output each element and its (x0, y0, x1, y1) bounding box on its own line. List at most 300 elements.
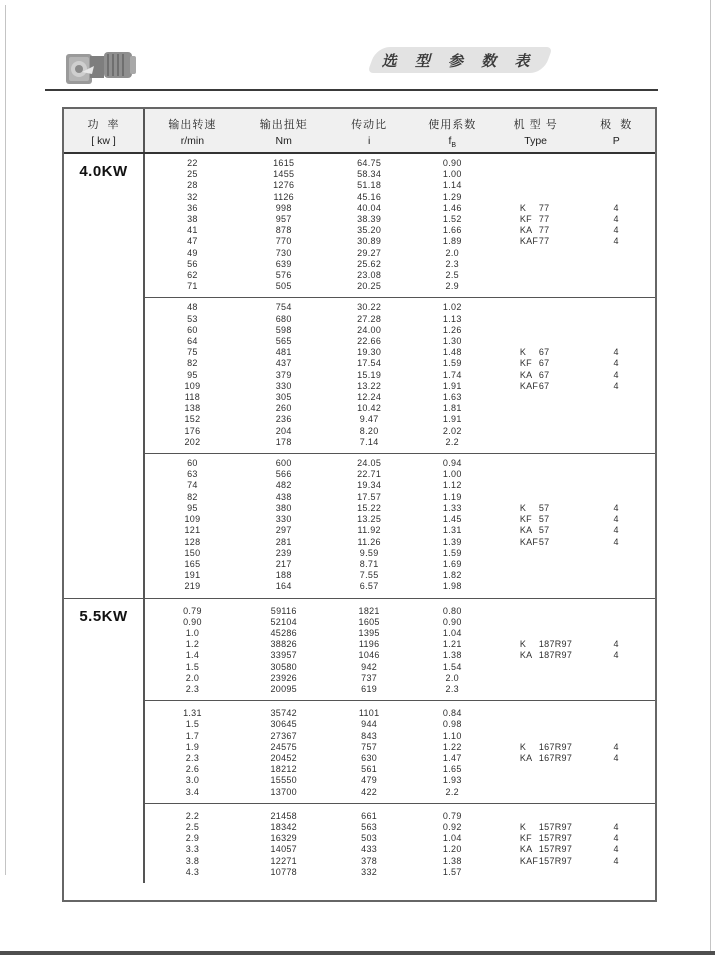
ratio-cell: 64.75 (357, 158, 382, 168)
poles-cell: 4 (613, 821, 619, 832)
poles-cell (577, 673, 655, 684)
speed-cell: 0.79 (183, 605, 202, 616)
poles-cell: 4 (613, 650, 619, 661)
type-series: K (519, 821, 527, 832)
ratio-block (145, 700, 655, 803)
poles-cell: 4 (613, 855, 619, 866)
torque-cell: 576 (275, 270, 292, 281)
torque-cell: 52104 (270, 616, 297, 627)
type-series: K (519, 347, 527, 358)
type-cell (494, 259, 578, 270)
ratio-block (145, 297, 655, 453)
speed-cell: 2.2 (185, 810, 200, 821)
torque-cell: 330 (275, 380, 292, 391)
type-series: KAF (519, 236, 539, 247)
speed-cell: 53 (187, 313, 198, 324)
ratio-cell: 8.71 (359, 558, 379, 569)
service-factor-cell: 0.94 (442, 458, 462, 469)
type-cell (494, 742, 578, 753)
torque-cell: 481 (275, 347, 292, 358)
torque-cell: 23926 (270, 672, 297, 683)
table-row (145, 867, 655, 878)
power-column (64, 154, 145, 598)
table-row (145, 169, 655, 180)
speed-cell: 2.0 (185, 672, 200, 683)
service-factor-cell: 1.22 (442, 741, 462, 752)
type-cell (494, 314, 578, 325)
table-row (145, 381, 655, 392)
torque-cell: 437 (275, 358, 292, 369)
torque-cell: 1455 (273, 169, 295, 180)
type-cell (494, 708, 578, 719)
type-series: KAF (519, 855, 539, 866)
ratio-cell: 422 (361, 786, 378, 797)
service-factor-cell: 1.45 (442, 514, 462, 525)
service-factor-cell: 2.2 (445, 436, 459, 447)
torque-cell: 754 (275, 302, 292, 313)
ratio-cell: 619 (361, 683, 378, 694)
service-factor-cell: 1.19 (442, 491, 462, 502)
type-series: KF (519, 833, 532, 844)
ratio-cell: 30.89 (357, 236, 382, 247)
table-row (145, 811, 655, 822)
speed-cell: 219 (184, 581, 201, 592)
poles-cell: 4 (613, 236, 619, 247)
ratio-cell: 45.16 (357, 191, 382, 202)
torque-cell: 33957 (270, 650, 297, 661)
poles-cell (577, 403, 655, 414)
type-size: 167R97 (538, 741, 573, 752)
poles-cell: 4 (613, 514, 619, 525)
poles-cell (577, 617, 655, 628)
torque-cell: 164 (275, 581, 292, 592)
poles-cell: 4 (613, 380, 619, 391)
table-row (145, 753, 655, 764)
service-factor-cell: 1.39 (442, 536, 462, 547)
speed-cell: 1.2 (185, 639, 200, 650)
poles-cell (577, 662, 655, 673)
col-header-ratio: 传动比 i (351, 119, 388, 147)
poles-cell: 4 (613, 639, 619, 650)
torque-cell: 178 (275, 436, 292, 447)
type-cell (494, 180, 578, 191)
service-factor-cell: 1.30 (442, 336, 462, 347)
poles-cell (577, 570, 655, 581)
type-cell (494, 822, 578, 833)
ratio-blocks (145, 154, 655, 598)
type-cell (494, 302, 578, 313)
ratio-cell: 332 (361, 866, 378, 877)
power-rating-label: 5.5KW (79, 607, 128, 625)
torque-cell: 217 (275, 558, 292, 569)
speed-cell: 3.0 (185, 775, 200, 786)
ratio-block (145, 453, 655, 597)
table-row (145, 426, 655, 437)
type-series: KA (519, 650, 533, 661)
torque-cell: 1126 (273, 191, 294, 202)
torque-cell: 379 (275, 369, 292, 380)
type-series: KF (519, 214, 532, 225)
table-row (145, 833, 655, 844)
poles-cell (577, 548, 655, 559)
torque-cell: 639 (275, 258, 292, 269)
type-cell (494, 650, 578, 661)
poles-cell (577, 775, 655, 786)
table-row (145, 458, 655, 469)
table-row (145, 480, 655, 491)
type-cell (494, 503, 578, 514)
type-cell (494, 559, 578, 570)
table-row (145, 225, 655, 236)
speed-cell: 3.3 (185, 844, 200, 855)
poles-cell: 4 (613, 369, 619, 380)
speed-cell: 60 (187, 324, 198, 335)
service-factor-cell: 2.02 (442, 425, 462, 436)
type-size: 77 (538, 202, 550, 213)
service-factor-cell: 1.12 (442, 480, 462, 491)
table-row (145, 708, 655, 719)
poles-cell (577, 270, 655, 281)
torque-cell: 20452 (270, 752, 297, 763)
type-cell (494, 437, 578, 448)
type-size: 157R97 (538, 821, 573, 832)
speed-cell: 60 (187, 458, 198, 469)
table-row (145, 370, 655, 381)
poles-cell: 4 (613, 844, 619, 855)
service-factor-cell: 1.31 (442, 525, 462, 536)
service-factor-cell: 1.69 (442, 558, 462, 569)
speed-cell: 2.5 (185, 821, 200, 832)
page-title: 选 型 参 数 表 (381, 53, 537, 70)
speed-cell: 1.7 (185, 730, 200, 741)
speed-cell: 48 (187, 302, 198, 313)
torque-cell: 297 (275, 525, 292, 536)
table-row (145, 764, 655, 775)
speed-cell: 82 (187, 358, 198, 369)
poles-cell (577, 302, 655, 313)
table-row (145, 281, 655, 292)
table-row (145, 719, 655, 730)
ratio-cell: 15.19 (357, 369, 382, 380)
type-cell (494, 514, 578, 525)
service-factor-cell: 1.57 (442, 866, 462, 877)
ratio-cell: 503 (361, 833, 378, 844)
service-factor-cell: 1.04 (442, 627, 462, 638)
torque-cell: 260 (275, 403, 292, 414)
type-size: 57 (538, 514, 550, 525)
type-size: 187R97 (538, 650, 573, 661)
service-factor-cell: 1.74 (442, 369, 462, 380)
ratio-cell: 51.18 (357, 180, 382, 191)
service-factor-cell: 1.93 (442, 775, 462, 786)
speed-cell: 36 (187, 202, 198, 213)
type-series: KF (519, 514, 532, 525)
speed-cell: 32 (187, 191, 198, 202)
table-row (145, 347, 655, 358)
torque-cell: 18342 (270, 821, 297, 832)
type-cell (494, 581, 578, 592)
speed-cell: 1.0 (185, 627, 200, 638)
service-factor-cell: 1.89 (442, 236, 462, 247)
type-cell (494, 628, 578, 639)
poles-cell (577, 314, 655, 325)
speed-cell: 75 (187, 347, 198, 358)
table-row (145, 684, 655, 695)
table-row (145, 856, 655, 867)
service-factor-cell: 1.59 (442, 358, 462, 369)
poles-cell: 4 (613, 202, 619, 213)
torque-cell: 18212 (270, 764, 297, 775)
table-row (145, 503, 655, 514)
gearmotor-photo-icon (64, 44, 138, 88)
ratio-cell: 17.54 (357, 358, 382, 369)
ratio-cell: 15.22 (357, 502, 382, 513)
speed-cell: 1.4 (185, 650, 200, 661)
torque-cell: 12271 (270, 855, 297, 866)
poles-cell (577, 437, 655, 448)
ratio-cell: 11.26 (357, 536, 381, 547)
torque-cell: 14057 (270, 844, 297, 855)
type-cell (494, 203, 578, 214)
torque-cell: 45286 (270, 627, 297, 638)
poles-cell (577, 606, 655, 617)
ratio-cell: 22.66 (357, 336, 382, 347)
table-row (145, 822, 655, 833)
ratio-cell: 1605 (358, 616, 380, 627)
power-column (64, 599, 145, 883)
service-factor-cell: 1.54 (442, 661, 462, 672)
ratio-cell: 58.34 (357, 169, 382, 180)
col-header-power-cn: 功 率 (87, 119, 120, 131)
table-row (145, 514, 655, 525)
type-cell (494, 270, 578, 281)
ratio-cell: 19.30 (357, 347, 382, 358)
poles-cell: 4 (613, 347, 619, 358)
speed-cell: 64 (187, 336, 198, 347)
type-series: KA (519, 525, 533, 536)
torque-cell: 281 (275, 536, 292, 547)
type-cell (494, 248, 578, 259)
type-size: 77 (538, 236, 550, 247)
speed-cell: 176 (184, 425, 201, 436)
table-row (145, 662, 655, 673)
ratio-cell: 17.57 (357, 491, 382, 502)
service-factor-cell: 1.46 (442, 202, 462, 213)
service-factor-cell: 1.59 (442, 547, 462, 558)
ratio-cell: 479 (361, 775, 378, 786)
poles-cell (577, 684, 655, 695)
type-cell (494, 639, 578, 650)
service-factor-cell: 1.29 (442, 191, 462, 202)
table-row (145, 392, 655, 403)
speed-cell: 41 (187, 225, 198, 236)
service-factor-cell: 0.90 (442, 616, 462, 627)
table-row (145, 403, 655, 414)
poles-cell: 4 (613, 502, 619, 513)
page-edge-right (710, 0, 711, 955)
ratio-cell: 27.28 (357, 313, 382, 324)
type-size: 57 (538, 536, 550, 547)
type-cell (494, 775, 578, 786)
type-size: 67 (538, 380, 550, 391)
table-row (145, 570, 655, 581)
table-row (145, 537, 655, 548)
page-edge-left (5, 5, 6, 875)
ratio-cell: 11.92 (357, 525, 381, 536)
speed-cell: 95 (187, 502, 198, 513)
poles-cell: 4 (613, 525, 619, 536)
type-cell (494, 548, 578, 559)
poles-cell (577, 458, 655, 469)
type-series: KA (519, 844, 533, 855)
type-cell (494, 381, 578, 392)
speed-cell: 63 (187, 469, 198, 480)
speed-cell: 202 (184, 436, 201, 447)
service-factor-cell: 0.79 (442, 810, 462, 821)
table-row (145, 469, 655, 480)
table-row (145, 617, 655, 628)
table-row (145, 650, 655, 661)
type-cell (494, 414, 578, 425)
type-size: 67 (538, 369, 550, 380)
speed-cell: 4.3 (185, 866, 200, 877)
col-header-speed: 输出转速 r/min (168, 119, 217, 147)
torque-cell: 236 (275, 414, 292, 425)
torque-cell: 305 (275, 392, 292, 403)
speed-cell: 25 (187, 169, 198, 180)
ratio-cell: 942 (361, 661, 378, 672)
type-cell (494, 606, 578, 617)
ratio-cell: 13.22 (357, 380, 382, 391)
table-row (145, 844, 655, 855)
poles-cell (577, 480, 655, 491)
ratio-cell: 563 (361, 821, 378, 832)
ratio-cell: 19.34 (357, 480, 382, 491)
ratio-cell: 757 (361, 741, 378, 752)
table-row (145, 731, 655, 742)
service-factor-cell: 2.3 (445, 683, 459, 694)
ratio-cell: 23.08 (357, 270, 382, 281)
service-factor-cell: 1.38 (442, 855, 462, 866)
table-row (145, 248, 655, 259)
speed-cell: 118 (184, 392, 201, 403)
torque-cell: 957 (275, 214, 292, 225)
speed-cell: 138 (184, 403, 201, 414)
poles-cell (577, 787, 655, 798)
type-cell (494, 753, 578, 764)
table-row (145, 259, 655, 270)
torque-cell: 35742 (270, 708, 297, 719)
speed-cell: 1.5 (185, 661, 200, 672)
type-series: K (519, 502, 527, 513)
table-row (145, 236, 655, 247)
type-size: 187R97 (538, 639, 573, 650)
ratio-cell: 6.57 (359, 581, 379, 592)
type-cell (494, 811, 578, 822)
ratio-cell: 8.20 (359, 425, 379, 436)
poles-cell (577, 192, 655, 203)
type-cell (494, 525, 578, 536)
type-cell (494, 856, 578, 867)
poles-cell: 4 (613, 536, 619, 547)
table-row (145, 559, 655, 570)
poles-cell (577, 581, 655, 592)
torque-cell: 1276 (273, 180, 295, 191)
speed-cell: 152 (184, 414, 201, 425)
type-cell (494, 867, 578, 878)
service-factor-cell: 1.20 (442, 844, 462, 855)
type-cell (494, 325, 578, 336)
table-row (145, 314, 655, 325)
type-cell (494, 192, 578, 203)
service-factor-cell: 0.90 (442, 158, 462, 168)
torque-cell: 24575 (270, 741, 297, 752)
service-factor-cell: 1.10 (442, 730, 462, 741)
type-cell (494, 662, 578, 673)
poles-cell (577, 867, 655, 878)
ratio-cell: 24.05 (357, 458, 382, 469)
speed-cell: 49 (187, 247, 198, 258)
ratio-cell: 561 (361, 764, 378, 775)
ratio-cell: 7.55 (359, 570, 379, 581)
table-row (145, 606, 655, 617)
table-row (145, 639, 655, 650)
ratio-cell: 13.25 (357, 514, 382, 525)
poles-cell (577, 492, 655, 503)
ratio-cell: 29.27 (357, 247, 382, 258)
poles-cell (577, 719, 655, 730)
table-row (145, 628, 655, 639)
ratio-cell: 12.24 (357, 392, 382, 403)
type-cell (494, 480, 578, 491)
service-factor-cell: 0.98 (442, 719, 462, 730)
service-factor-cell: 1.21 (442, 639, 462, 650)
poles-cell (577, 259, 655, 270)
poles-cell (577, 708, 655, 719)
speed-cell: 3.4 (185, 786, 200, 797)
service-factor-cell: 1.82 (442, 570, 462, 581)
poles-cell (577, 731, 655, 742)
type-size: 157R97 (538, 844, 573, 855)
service-factor-cell: 1.26 (442, 324, 462, 335)
speed-cell: 191 (184, 570, 201, 581)
speed-cell: 2.3 (185, 752, 200, 763)
type-cell (494, 833, 578, 844)
ratio-block (145, 599, 655, 701)
type-cell (494, 214, 578, 225)
type-size: 77 (538, 225, 550, 236)
page-bottom-rule (0, 951, 715, 955)
table-body (64, 154, 655, 883)
torque-cell: 680 (275, 313, 292, 324)
service-factor-cell: 1.02 (442, 302, 462, 313)
ratio-cell: 944 (361, 719, 378, 730)
service-factor-cell: 1.13 (442, 313, 462, 324)
type-cell (494, 336, 578, 347)
torque-cell: 380 (275, 502, 292, 513)
torque-cell: 600 (275, 458, 292, 469)
type-cell (494, 570, 578, 581)
type-size: 57 (538, 502, 550, 513)
speed-cell: 165 (184, 558, 201, 569)
torque-cell: 15550 (270, 775, 297, 786)
speed-cell: 56 (187, 258, 198, 269)
type-series: K (519, 741, 527, 752)
type-cell (494, 469, 578, 480)
torque-cell: 998 (275, 202, 292, 213)
torque-cell: 566 (275, 469, 292, 480)
ratio-cell: 40.04 (357, 202, 382, 213)
